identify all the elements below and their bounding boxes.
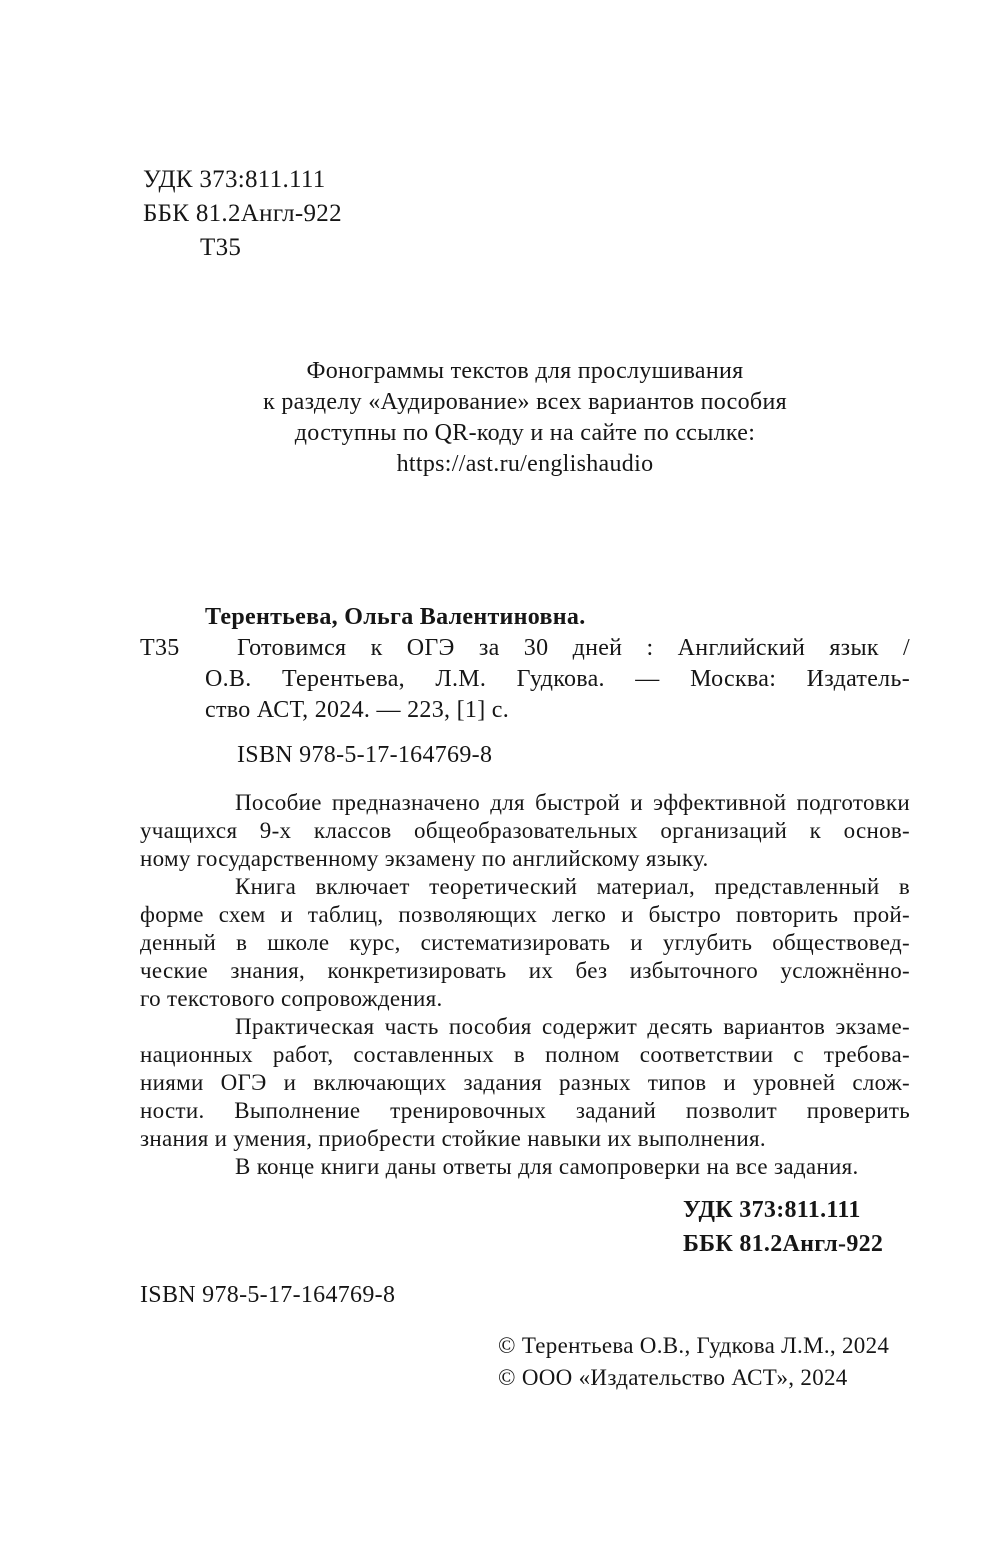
annotation-line: форме схем и таблиц, позволяющих легко и быстро повторить прой- xyxy=(140,902,910,927)
catalog-author-line: Терентьева, Ольга Валентиновна. xyxy=(205,604,586,630)
annotation-line: знания и умения, приобрести стойкие навыки их выполнения. xyxy=(140,1126,766,1151)
isbn-catalog: ISBN 978-5-17-164769-8 xyxy=(237,742,493,768)
annotation-line: Пособие предназначено для быстрой и эффективной подготовки xyxy=(235,790,910,815)
annotation-line: ческие знания, конкретизировать их без избыточного усложнённо- xyxy=(140,958,910,983)
copyright-authors-line: © Терентьева О.В., Гудкова Л.М., 2024 xyxy=(498,1333,890,1358)
annotation-line: ниями ОГЭ и включающих задания разных типов и уровней слож- xyxy=(140,1070,910,1095)
audio-access-note xyxy=(140,356,910,480)
bbk-code: ББК 81.2Англ-922 xyxy=(143,200,342,227)
audio-note-line: доступны по QR-коду и на сайте по ссылке: xyxy=(294,420,756,446)
author-sign-code: Т35 xyxy=(200,234,242,261)
catalog-pages-line: ство АСТ, 2024. — 223, [1] с. xyxy=(205,697,510,723)
annotation-line: В конце книги даны ответы для самопроверки на все задания. xyxy=(235,1154,859,1179)
footer-classification-codes xyxy=(683,1193,883,1261)
copyright-publisher-line: © ООО «Издательство АСТ», 2024 xyxy=(498,1365,848,1390)
udk-code: УДК 373:811.111 xyxy=(143,166,326,193)
annotation-line: денный в школе курс, систематизировать и углубить обществовед- xyxy=(140,930,910,955)
catalog-title-line: Готовимся к ОГЭ за 30 дней : Английский язык / xyxy=(237,635,910,661)
isbn-bottom: ISBN 978-5-17-164769-8 xyxy=(140,1282,396,1308)
audio-note-line: Фонограммы текстов для прослушивания xyxy=(306,358,744,384)
header-classification-codes xyxy=(143,163,342,265)
annotation-text xyxy=(140,789,910,1181)
annotation-line: ному государственному экзамену по английскому языку. xyxy=(140,846,709,871)
audio-url: https://ast.ru/englishaudio xyxy=(396,451,654,477)
bbk-code: ББК 81.2Англ-922 xyxy=(683,1231,884,1257)
catalog-author-sign: Т35 xyxy=(140,635,180,661)
audio-note-line: к разделу «Аудирование» всех вариантов пособия xyxy=(263,389,787,415)
copyright-block xyxy=(498,1330,889,1394)
annotation-line: го текстового сопровождения. xyxy=(140,986,443,1011)
annotation-line: Книга включает теоретический материал, представленный в xyxy=(235,874,910,899)
annotation-line: ности. Выполнение тренировочных заданий позволит проверить xyxy=(140,1098,910,1123)
annotation-line: учащихся 9-х классов общеобразовательных организаций к основ- xyxy=(140,818,910,843)
udk-code: УДК 373:811.111 xyxy=(683,1197,861,1223)
annotation-line: национных работ, составленных в полном соответствии с требова- xyxy=(140,1042,910,1067)
catalog-card xyxy=(205,602,910,726)
annotation-line: Практическая часть пособия содержит десять вариантов экзаме- xyxy=(235,1014,910,1039)
catalog-publisher-line: О.В. Терентьева, Л.М. Гудкова. — Москва: Издатель- xyxy=(205,666,910,692)
